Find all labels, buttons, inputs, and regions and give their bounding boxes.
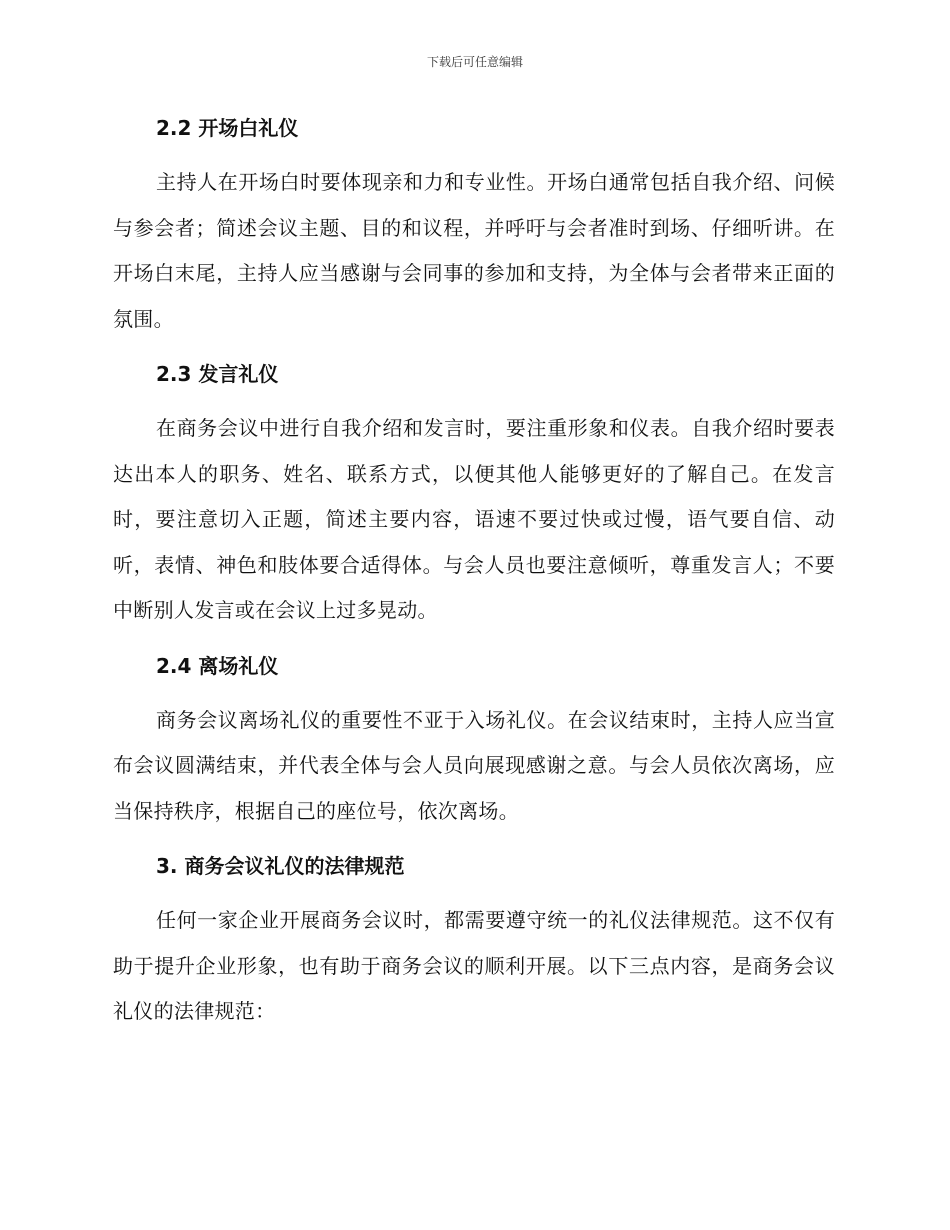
section-paragraph-2-3: 在商务会议中进行自我介绍和发言时，要注重形象和仪表。自我介绍时要表达出本人的职务、姓名、联系方式，以便其他人能够更好的了解自己。在发言时，要注意切入正题，简述主要内容，语速不要过快或过慢，语气要自信、动听，表情、神色和肢体要合适得体。与会人员也要注意倾听，尊重发言人；不要中断别人发言或在会议上过多晃动。 [113, 416, 835, 622]
document-body [113, 110, 835, 1035]
section-paragraph-3: 任何一家企业开展商务会议时，都需要遵守统一的礼仪法律规范。这不仅有助于提升企业形象，也有助于商务会议的顺利开展。以下三点内容，是商务会议礼仪的法律规范： [113, 908, 835, 1023]
page-header: 下载后可任意编辑 [426, 55, 523, 69]
section-heading-3: 3. 商务会议礼仪的法律规范 [156, 854, 405, 878]
section-paragraph-2-4: 商务会议离场礼仪的重要性不亚于入场礼仪。在会议结束时，主持人应当宣布会议圆满结束，并代表全体与会人员向展现感谢之意。与会人员依次离场，应当保持秩序，根据自己的座位号，依次离场。 [113, 707, 835, 823]
section-paragraph-2-2: 主持人在开场白时要体现亲和力和专业性。开场白通常包括自我介绍、问候与参会者；简述会议主题、目的和议程，并呼吁与会者准时到场、仔细听讲。在开场白末尾，主持人应当感谢与会同事的参加和支持，为全体与会者带来正面的氛围。 [113, 170, 835, 331]
section-heading-2-2: 2.2 开场白礼仪 [156, 116, 299, 140]
section-heading-2-3: 2.3 发言礼仪 [156, 362, 279, 386]
section-heading-2-4: 2.4 离场礼仪 [156, 653, 279, 678]
